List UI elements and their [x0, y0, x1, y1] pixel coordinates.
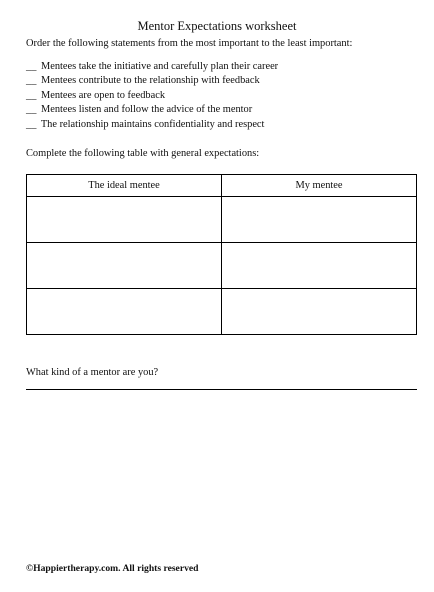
worksheet-title: Mentor Expectations worksheet: [137, 19, 297, 33]
statement-item: [26, 60, 278, 74]
statement-text: Mentees are open to feedback: [41, 89, 166, 101]
statement-text: The relationship maintains confidentiality and respect: [40, 118, 265, 130]
ranking-blank[interactable]: __: [26, 61, 37, 72]
expectations-table: [26, 174, 417, 335]
my-mentee-cell[interactable]: [222, 197, 417, 243]
statement-item: [26, 74, 278, 88]
ranking-blank[interactable]: __: [26, 89, 37, 101]
statement-text: Mentees take the initiative and carefully plan their career: [41, 61, 279, 72]
statement-text: Mentees listen and follow the advice of the mentor: [41, 104, 253, 116]
ranking-blank[interactable]: __: [26, 104, 37, 116]
my-mentee-cell[interactable]: [222, 243, 417, 289]
table-header-row: [27, 175, 417, 197]
answer-line[interactable]: [26, 389, 417, 390]
ideal-mentee-cell[interactable]: [27, 243, 222, 289]
ideal-mentee-cell[interactable]: [27, 289, 222, 335]
ranking-blank[interactable]: __: [26, 118, 37, 130]
statement-text: Mentees contribute to the relationship with feedback: [41, 75, 260, 87]
header-my-mentee: My mentee: [222, 175, 417, 197]
statement-item: [26, 103, 278, 117]
mentor-question: What kind of a mentor are you?: [26, 367, 159, 378]
ranking-blank[interactable]: __: [26, 75, 37, 87]
table-row: [27, 289, 417, 335]
statement-list: [26, 60, 278, 132]
table-instruction: Complete the following table with general expectations:: [26, 148, 260, 159]
statement-item: [26, 118, 278, 132]
my-mentee-cell[interactable]: [222, 289, 417, 335]
ranking-instruction: Order the following statements from the most important to the least important:: [26, 38, 353, 49]
ideal-mentee-cell[interactable]: [27, 197, 222, 243]
statement-item: [26, 89, 278, 103]
table-row: [27, 243, 417, 289]
table-row: [27, 197, 417, 243]
copyright-footer: ©Happiertherapy.com. All rights reserved: [26, 563, 199, 574]
header-ideal-mentee: The ideal mentee: [27, 175, 222, 197]
